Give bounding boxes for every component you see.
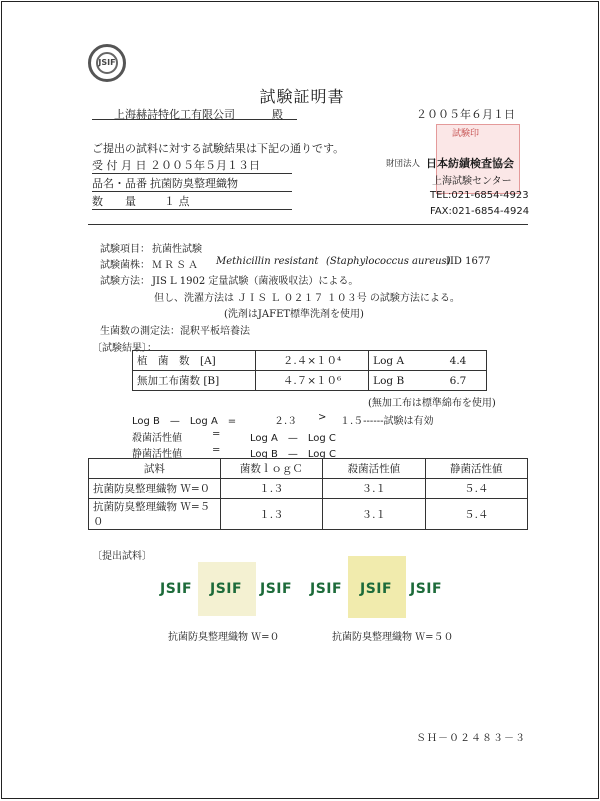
activity-table xyxy=(88,458,528,530)
intro-text: ご提出の試料に対する試験結果は下記の通りです。 xyxy=(92,142,345,155)
stamp-text: 試験印 xyxy=(452,129,480,139)
count-log-value: 4.4 xyxy=(430,351,486,371)
results-label: 〔試験結果〕： xyxy=(92,343,157,354)
jsif-logo xyxy=(88,44,126,82)
org-prefix: 財団法人 xyxy=(386,159,421,169)
activity-cell: ３.１ xyxy=(323,499,425,530)
formula-bactericidal-name: 殺菌活性値 xyxy=(132,433,182,444)
count-name: 無加工布菌数 [B] xyxy=(133,371,256,391)
activity-cell: １.３ xyxy=(220,499,322,530)
formula-bactericidal-eq: = xyxy=(212,429,221,440)
test-method-label: 試験方法： xyxy=(100,276,150,287)
test-strain-sci2: (Staphylococcus aureus) xyxy=(326,256,451,267)
count-table xyxy=(132,350,487,391)
table-row xyxy=(89,459,528,479)
count-log-label: Log B xyxy=(369,371,430,391)
org-name: 日本紡績検査協会 xyxy=(426,157,514,170)
activity-cell: １.３ xyxy=(220,479,322,499)
activity-cell: ３.１ xyxy=(323,479,425,499)
sample-jsif-mark: JSIF xyxy=(210,581,243,597)
formula-bacteriostatic-name: 静菌活性値 xyxy=(132,449,182,460)
test-note-detergent: (洗剤はJAFET標準洗剤を使用) xyxy=(224,309,364,320)
formula-validity-value: ２.３ xyxy=(274,416,298,427)
activity-header: 菌数ｌｏｇＣ xyxy=(220,459,322,479)
field-value-received: ２００５年５月１３日 xyxy=(150,159,260,172)
activity-cell: ５.４ xyxy=(425,479,527,499)
formula-bacteriostatic-eq: = xyxy=(212,445,221,456)
count-value: ４.７×１０⁶ xyxy=(255,371,368,391)
test-note-washing: 但し、洗濯方法は ＪＩＳ Ｌ ０２１７ １０３号 の試験方法による。 xyxy=(154,293,460,304)
field-label-received: 受 付 月 日 xyxy=(92,159,147,172)
logo-text: JSIF xyxy=(96,52,118,74)
activity-header: 試料 xyxy=(89,459,221,479)
cloth-note: (無加工布は標準綿布を使用) xyxy=(368,398,496,409)
section-divider xyxy=(88,224,528,225)
certificate-page xyxy=(1,1,599,799)
formula-validity-threshold: １.５------試験は有効 xyxy=(340,416,434,427)
table-row xyxy=(89,479,528,499)
document-number: ＳＨ－０２４８３－３ xyxy=(416,733,526,744)
org-branch: 上海試験センター xyxy=(432,176,512,187)
table-row xyxy=(89,499,528,530)
formula-bactericidal-expr: Log A — Log C xyxy=(250,433,336,444)
sample-jsif-mark: JSIF xyxy=(260,581,293,597)
issue-date: ２００５年６月１日 xyxy=(416,108,515,121)
field-underline xyxy=(92,209,292,210)
field-label-product: 品名・品番 xyxy=(92,177,147,190)
activity-cell: ５.４ xyxy=(425,499,527,530)
test-method-value: JIS L 1902 定量試験（菌液吸収法）による。 xyxy=(152,276,359,287)
field-underline xyxy=(92,173,292,174)
count-method: 生菌数の測定法：混釈平板培養法 xyxy=(100,326,250,337)
test-strain-abbr: ＭＲＳＡ xyxy=(152,260,200,271)
sample-jsif-mark: JSIF xyxy=(360,581,393,597)
samples-label: 〔提出試料〕 xyxy=(92,551,152,562)
count-log-value: 6.7 xyxy=(430,371,486,391)
test-strain-id: IID 1677 xyxy=(446,256,491,267)
activity-cell: 抗菌防臭整理織物 Ｗ=０ xyxy=(89,479,221,499)
field-value-product: 抗菌防臭整理織物 xyxy=(150,177,238,190)
sample-caption-w50: 抗菌防臭整理織物 Ｗ=５０ xyxy=(332,632,454,643)
sample-caption-w0: 抗菌防臭整理織物 Ｗ=０ xyxy=(168,632,280,643)
table-row xyxy=(133,371,487,391)
activity-cell: 抗菌防臭整理織物 Ｗ=５０ xyxy=(89,499,221,530)
table-row xyxy=(133,351,487,371)
formula-bacteriostatic-expr: Log B — Log C xyxy=(250,449,336,460)
count-name: 植 菌 数 [A] xyxy=(133,351,256,371)
sample-jsif-mark: JSIF xyxy=(410,581,443,597)
activity-header: 静菌活性値 xyxy=(425,459,527,479)
test-strain-sci1: Methicillin resistant xyxy=(216,256,319,267)
org-tel: TEL:021-6854-4923 xyxy=(430,190,529,201)
test-strain-label: 試験菌株： xyxy=(100,260,150,271)
client-underline xyxy=(92,119,297,120)
field-value-quantity: １ 点 xyxy=(164,195,190,208)
client-honorific: 殿 xyxy=(272,108,283,121)
activity-header: 殺菌活性値 xyxy=(323,459,425,479)
client-name: 上海赫詩特化工有限公司 xyxy=(114,108,235,121)
test-item-label: 試験項目： xyxy=(100,244,150,255)
field-underline xyxy=(92,191,292,192)
test-item-value: 抗菌性試験 xyxy=(152,244,202,255)
sample-jsif-mark: JSIF xyxy=(310,581,343,597)
sample-jsif-mark: JSIF xyxy=(160,581,193,597)
org-fax: FAX:021-6854-4924 xyxy=(430,206,530,217)
count-value: ２.４×１０⁴ xyxy=(255,351,368,371)
formula-validity-gt: > xyxy=(318,412,327,423)
count-log-label: Log A xyxy=(369,351,430,371)
field-label-quantity: 数 量 xyxy=(92,195,136,208)
document-title: 試験証明書 xyxy=(259,87,345,106)
formula-validity-lhs: Log B — Log A = xyxy=(132,416,237,427)
